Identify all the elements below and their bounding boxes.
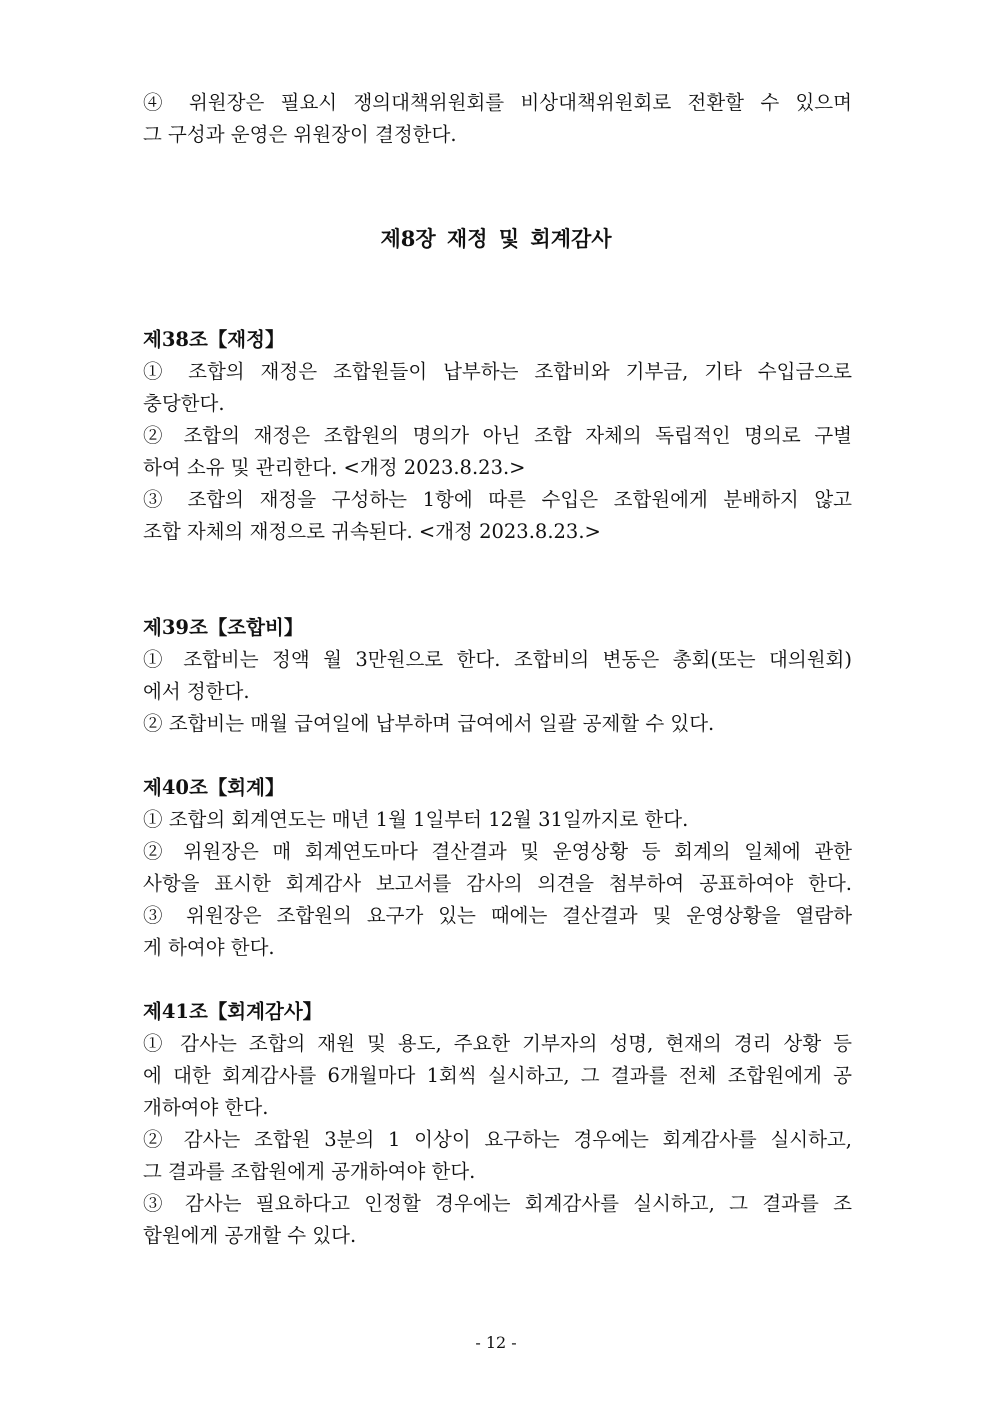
article-41-heading: 제41조【회계감사】 [143,1000,323,1023]
article-40-line: ① 조합의 회계연도는 매년 1월 1일부터 12월 31일까지로 한다. [143,808,689,831]
article-38-heading: 제38조【재정】 [143,328,285,351]
article-38-line: 조합 자체의 재정으로 귀속된다. <개정 2023.8.23.> [143,520,601,543]
article-38-line: ③ 조합의 재정을 구성하는 1항에 따른 수입은 조합원에게 분배하지 않고 [143,488,852,511]
article-38-line: 충당한다. [143,392,225,415]
article-41-line: 합원에게 공개할 수 있다. [143,1224,357,1247]
article-39-line: ② 조합비는 매월 급여일에 납부하며 급여에서 일괄 공제할 수 있다. [143,712,715,735]
article-41-line: ① 감사는 조합의 재원 및 용도, 주요한 기부자의 성명, 현재의 경리 상황 등 [143,1032,852,1055]
page-number: - 12 - [475,1333,517,1352]
article-41-line: ② 감사는 조합원 3분의 1 이상이 요구하는 경우에는 회계감사를 실시하고, [143,1128,852,1151]
article-41-line: 에 대한 회계감사를 6개월마다 1회씩 실시하고, 그 결과를 전체 조합원에게 공 [143,1064,852,1087]
article-41-line: 개하여야 한다. [143,1096,269,1119]
article-40-line: ② 위원장은 매 회계연도마다 결산결과 및 운영상황 등 회계의 일체에 관한 [143,840,852,863]
article-38-line: ② 조합의 재정은 조합원의 명의가 아닌 조합 자체의 독립적인 명의로 구별 [143,424,852,447]
article-38-line: ① 조합의 재정은 조합원들이 납부하는 조합비와 기부금, 기타 수입금으로 [143,360,852,383]
article-40-line: 사항을 표시한 회계감사 보고서를 감사의 의견을 첨부하여 공표하여야 한다. [143,872,852,895]
article-40-line: ③ 위원장은 조합원의 요구가 있는 때에는 결산결과 및 운영상황을 열람하 [143,904,852,927]
article-41-line: ③ 감사는 필요하다고 인정할 경우에는 회계감사를 실시하고, 그 결과를 조 [143,1192,852,1215]
intro-line-1: ④ 위원장은 필요시 쟁의대책위원회를 비상대책위원회로 전환할 수 있으며 [143,91,852,114]
article-39-line: ① 조합비는 정액 월 3만원으로 한다. 조합비의 변동은 총회(또는 대의원회) [143,648,852,671]
article-39-line: 에서 정한다. [143,680,250,703]
article-39-heading: 제39조【조합비】 [143,616,304,639]
intro-line-2: 그 구성과 운영은 위원장이 결정한다. [143,123,457,146]
article-40-line: 게 하여야 한다. [143,936,275,959]
article-40-heading: 제40조【회계】 [143,776,285,799]
chapter-title: 제8장 재정 및 회계감사 [380,226,612,251]
article-38-line: 하여 소유 및 관리한다. <개정 2023.8.23.> [143,456,526,479]
article-41-line: 그 결과를 조합원에게 공개하여야 한다. [143,1160,476,1183]
